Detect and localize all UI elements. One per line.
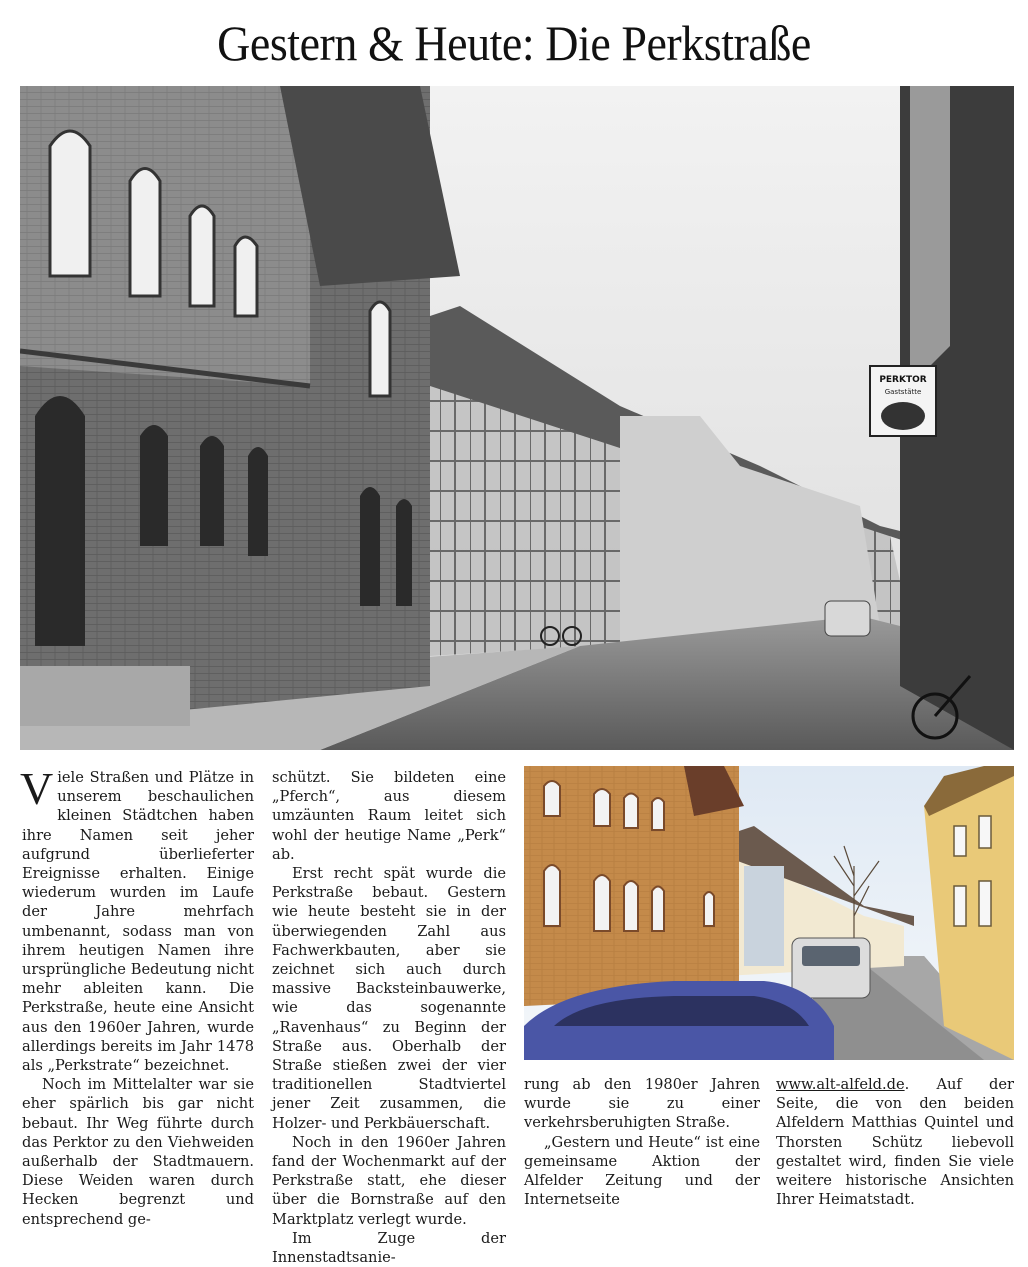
perktor-sign-text: PERKTOR: [879, 375, 927, 385]
paragraph: [20, 763, 254, 1075]
drop-cap: V: [20, 763, 54, 814]
article-column-2: [272, 768, 506, 1267]
paragraph: „Gestern und Heute“ ist eine gemeinsame Aktion der Alfelder Zeitung und der Internetseite: [524, 1133, 760, 1209]
paragraph: Erst recht spät wurde die Perkstraße bebaut. Gestern wie heute besteht sie in der überwiegenden Zahl aus Fachwerkbauten, aber sie zeichnet sich auch durch massive Backsteinbauwerke, wie das sogenannte „Ravenhaus“ zu Beginn der Straße aus. Oberhalb der Straße stießen zwei der vier traditionellen Stadtviertel jener Zeit zusammen, die Holzer- und Perkbäuerschaft.: [272, 865, 506, 1132]
paragraph: Noch in den 1960er Jahren fand der Wochenmarkt auf der Perkstraße statt, ehe dieser über die Bornstraße auf den Marktplatz verlegt wurde.: [272, 1133, 506, 1228]
paragraph: Noch im Mittelalter war sie eher spärlich bis gar nicht bebaut. Ihr Weg führte durch das Perktor zu den Viehweiden außerhalb der Stadtmauern. Diese Weiden waren durch Hecken begrenzt und entsprechend ge-: [22, 1076, 254, 1228]
website-link[interactable]: www.alt-alfeld.de: [776, 1076, 905, 1093]
paragraph: rung ab den 1980er Jahren wurde sie zu einer verkehrsberuhigten Straße.: [524, 1076, 760, 1132]
modern-street-photo: [524, 766, 1014, 1060]
paragraph-text: iele Straßen und Plätze in unserem beschaulichen kleinen Städtchen haben ihre Namen seit jeher aufgrund überlieferter Ereignisse erhalten. Einige wiederum wurden im Laufe der Jahre mehrfach umbenannt, sodass man von ihrem heutigen Namen ihre ursprüngliche Bedeutung nicht mehr ableiten kann. Die Perkstraße, heute eine Ansicht aus den 1960er Jahren, wurde allerdings bereits im Jahr 1478 als „Perkstrate“ bezeichnet.: [22, 769, 254, 1075]
paragraph: [776, 1075, 1014, 1209]
article-column-3: [524, 1075, 760, 1209]
paragraph: Im Zuge der Innenstadtsanie-: [272, 1229, 506, 1267]
article-column-1: [20, 763, 254, 1229]
historic-street-photo: [20, 86, 1014, 750]
paragraph: schützt. Sie bildeten eine „Pferch“, aus diesem umzäunten Raum leitet sich wohl der heutige Name „Perk“ ab.: [272, 769, 506, 863]
article-column-4: [776, 1075, 1014, 1209]
paragraph-text: . Auf der Seite, die von den beiden Alfeldern Matthias Quintel und Thorsten Schütz liebevoll gestaltet wird, finden Sie viele weitere historische Ansichten Ihrer Heimatstadt.: [776, 1076, 1014, 1209]
perktor-sign-subtext: Gaststätte: [884, 388, 922, 396]
headline: Gestern & Heute: Die Perkstraße: [217, 15, 811, 71]
